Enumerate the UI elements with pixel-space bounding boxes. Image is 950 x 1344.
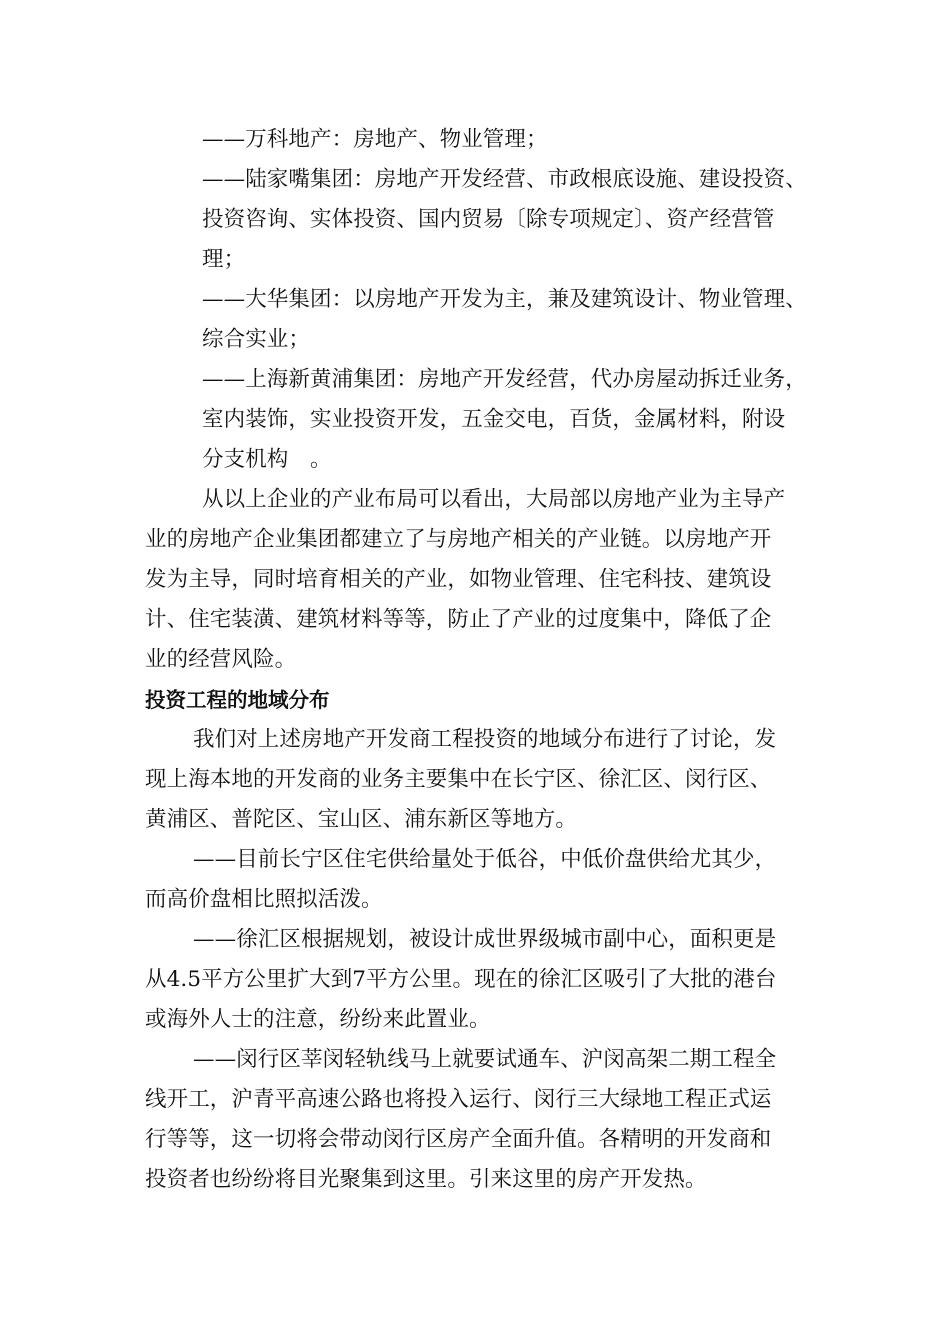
section-paragraph-1-line-3: 黄浦区、普陀区、宝山区、浦东新区等地方。 — [145, 807, 578, 832]
section-paragraph-1-line-1: 我们对上述房地产开发商工程投资的地域分布进行了讨论，发 — [193, 727, 777, 752]
list-item-lujiazui-line-1: ——陆家嘴集团：房地产开发经营、市政根底设施、建设投资、 — [202, 167, 807, 192]
section-paragraph-4-line-4: 投资者也纷纷将目光聚集到这里。引来这里的房产开发热。 — [145, 1167, 707, 1192]
section-paragraph-3-line-1: ——徐汇区根据规划，被设计成世界级城市副中心，面积更是 — [193, 927, 777, 952]
section-paragraph-4-line-1: ——闵行区莘闵轻轨线马上就要试通车、沪闵高架二期工程全 — [193, 1047, 777, 1072]
section-heading: 投资工程的地域分布 — [145, 688, 330, 712]
list-item-lujiazui-line-3: 理； — [202, 247, 246, 272]
summary-paragraph-line-3: 发为主导，同时培育相关的产业，如物业管理、住宅科技、建筑设 — [145, 567, 772, 592]
list-item-xinhuangpu-line-1: ——上海新黄浦集团：房地产开发经营，代办房屋动拆迁业务， — [202, 367, 807, 392]
section-paragraph-1-line-2: 现上海本地的开发商的业务主要集中在长宁区、徐汇区、闵行区、 — [145, 767, 772, 792]
summary-paragraph-line-2: 业的房地产企业集团都建立了与房地产相关的产业链。以房地产开 — [145, 527, 772, 552]
list-item-lujiazui-line-2: 投资咨询、实体投资、国内贸易〔除专项规定〕、资产经营管 — [202, 207, 775, 232]
list-item-dahua-line-1: ——大华集团：以房地产开发为主，兼及建筑设计、物业管理、 — [202, 287, 807, 312]
list-item-xinhuangpu-line-3: 分支机构 。 — [202, 447, 332, 472]
summary-paragraph-line-5: 业的经营风险。 — [145, 647, 297, 672]
section-paragraph-2-line-2: 而高价盘相比照拟活泼。 — [145, 887, 383, 912]
list-item-xinhuangpu-line-2: 室内装饰，实业投资开发，五金交电，百货，金属材料，附设 — [202, 407, 786, 432]
summary-paragraph-line-1: 从以上企业的产业布局可以看出，大局部以房地产业为主导产 — [202, 487, 786, 512]
section-paragraph-2-line-1: ——目前长宁区住宅供给量处于低谷，中低价盘供给尤其少， — [193, 847, 777, 872]
section-paragraph-4-line-3: 行等等，这一切将会带动闵行区房产全面升值。各精明的开发商和 — [145, 1127, 772, 1152]
summary-paragraph-line-4: 计、住宅装潢、建筑材料等等，防止了产业的过度集中，降低了企 — [145, 607, 772, 632]
section-paragraph-3-line-2: 从4.5平方公里扩大到7平方公里。现在的徐汇区吸引了大批的港台 — [145, 967, 777, 992]
list-item-dahua-line-2: 综合实业； — [202, 327, 311, 352]
section-paragraph-3-line-3: 或海外人士的注意，纷纷来此置业。 — [145, 1007, 491, 1032]
section-paragraph-4-line-2: 线开工，沪青平高速公路也将投入运行、闵行三大绿地工程正式运 — [145, 1087, 772, 1112]
list-item-vanke: ——万科地产：房地产、物业管理； — [202, 127, 548, 152]
